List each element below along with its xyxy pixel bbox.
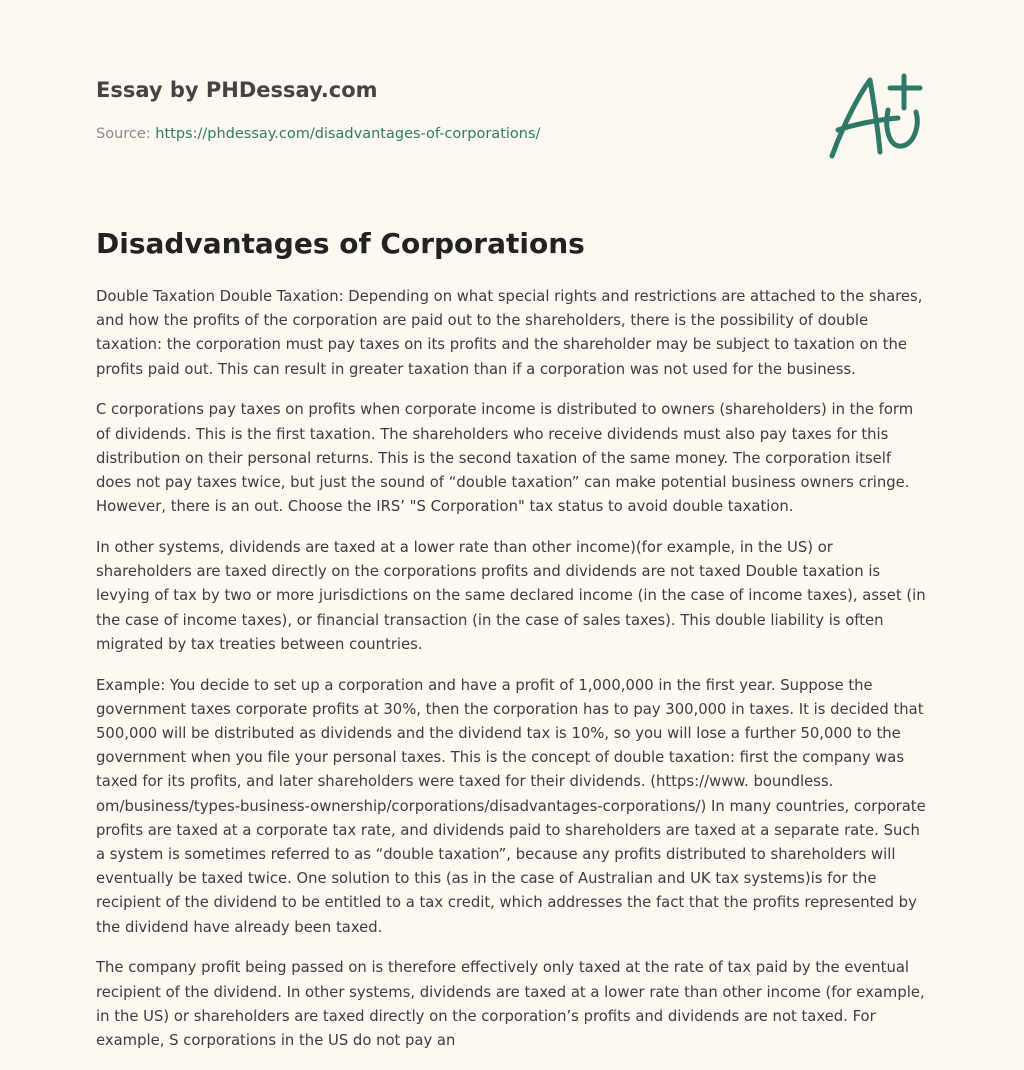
- brand-title: Essay by PHDessay.com: [96, 78, 378, 102]
- source-link[interactable]: https://phdessay.com/disadvantages-of-corporations/: [155, 126, 541, 142]
- paragraph: Example: You decide to set up a corporation and have a profit of 1,000,000 in the first year. Suppose the government taxes corporate profits at 30%, then the corporation has to pay 300,000 in taxes. It is decided that 500,000 will be distributed as dividends and the dividend tax is 10%, so you will lose a further 50,000 to the government when you file your personal taxes. This is the concept of double taxation: first the company was taxed for its profits, and later shareholders were taxed for their dividends. (https://www. boundless. om/business/types-business-ownership/corporations/disadvantages-corporations/) In many countries, corporate profits are taxed at a corporate tax rate, and dividends paid to shareholders are taxed at a separate rate. Such a system is sometimes referred to as “double taxation”, because any profits distributed to shareholders will eventually be taxed twice. One solution to this (as in the case of Australian and UK tax systems)is for the recipient of the dividend to be entitled to a tax credit, which addresses the fact that the profits represented by the dividend have already been taxed.: [96, 676, 926, 936]
- source-label: Source:: [96, 126, 151, 142]
- paragraph: C corporations pay taxes on profits when corporate income is distributed to owners (shareholders) in the form of dividends. This is the first taxation. The shareholders who receive dividends must also pay taxes for this distribution on their personal returns. This is the second taxation of the same money. The corporation itself does not pay taxes twice, but just the sound of “double taxation” can make potential business owners cringe. However, there is an out. Choose the IRS’ "S Corporation" tax status to avoid double taxation.: [96, 401, 914, 516]
- essay-header: [96, 76, 928, 176]
- a-plus-logo-icon: [824, 68, 928, 164]
- paragraph: Double Taxation Double Taxation: Depending on what special rights and restrictions are attached to the shares, and how the profits of the corporation are paid out to the shareholders, there is the possibility of double taxation: the corporation must pay taxes on its profits and the shareholder may be subject to taxation on the profits paid out. This can result in greater taxation than if a corporation was not used for the business.: [96, 288, 923, 378]
- paragraph: In other systems, dividends are taxed at a lower rate than other income)(for example, in the US) or shareholders are taxed directly on the corporations profits and dividends are not taxed Double taxation is levying of tax by two or more jurisdictions on the same declared income (in the case of income taxes), asset (in the case of income taxes), or financial transaction (in the case of sales taxes). This double liability is often migrated by tax treaties between countries.: [96, 539, 926, 653]
- article-title: Disadvantages of Corporations: [96, 227, 585, 260]
- article-body: [96, 285, 928, 1070]
- source-line: [96, 124, 540, 144]
- paragraph: The company profit being passed on is therefore effectively only taxed at the rate of tax paid by the eventual recipient of the dividend. In other systems, dividends are taxed at a lower rate than other income (for example, in the US) or shareholders are taxed directly on the corporation’s profits and dividends are not taxed. For example, S corporations in the US do not pay an: [96, 959, 925, 1050]
